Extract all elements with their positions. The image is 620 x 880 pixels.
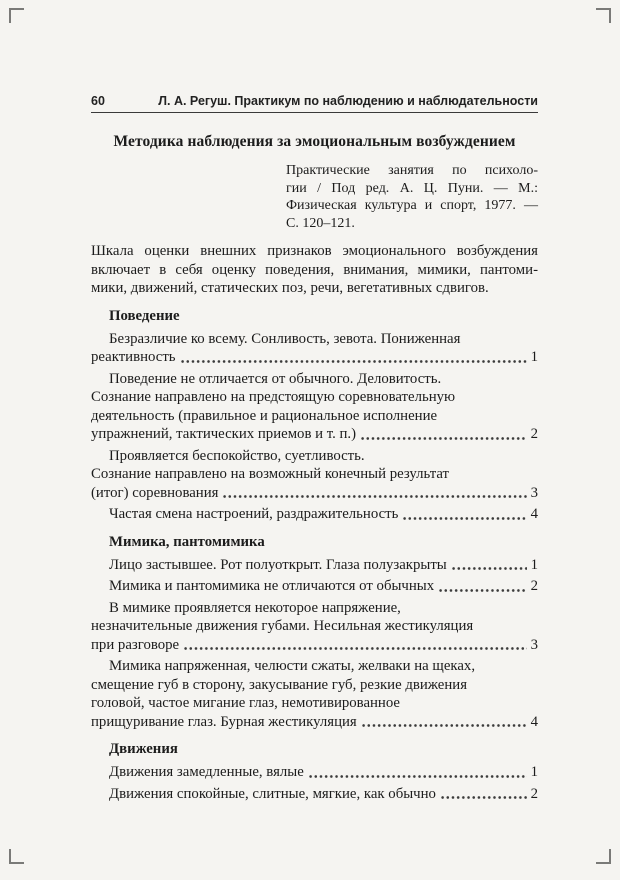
section-heading: Движения [109,741,178,757]
item-line: смещение губ в сторону, закусывание губ, резкие движения [91,676,468,693]
item-leader-line [91,785,538,804]
item-leader-line [91,556,538,575]
crop-mark-top-left [9,8,24,23]
leader-dots [309,774,527,779]
item-score: 2 [530,426,538,442]
item-score: 4 [530,713,538,730]
item-text: Лицо застывшее. Рот полуоткрыт. Глаза полузакрыты [109,556,447,573]
scale-item [91,785,538,804]
scale-item [91,763,538,782]
sections [91,308,538,804]
item-line: В мимике проявляется некоторое напряжение, [109,599,401,616]
citation-line: С. 120–121. [286,215,355,231]
leader-dots [403,516,526,521]
citation-line: Практические занятия по психоло- [286,163,538,178]
item-text: прищуривание глаз. Бурная жестикуляция [91,713,357,730]
leader-dots [223,494,526,499]
item-line: Сознание направлено на возможный конечный результат [91,466,450,482]
item-line: Сознание направлено на предстоящую соревновательную [91,389,456,405]
scale-section [91,308,538,524]
item-score: 1 [530,556,538,573]
scale-item [91,577,538,596]
scale-item [91,330,538,367]
item-text: Движения замедленные, вялые [109,764,304,780]
scale-section [91,534,538,732]
item-text: Мимика и пантомимика не отличаются от обычных [109,578,435,594]
section-heading: Поведение [109,307,180,324]
item-score: 3 [530,636,538,653]
scale-item [91,657,538,731]
item-line: Мимика напряженная, челюсти сжаты, желваки на щеках, [109,658,476,674]
item-leader-line [91,348,538,367]
item-score: 3 [530,484,538,501]
intro-paragraph [91,242,538,298]
page-number: 60 [91,94,105,108]
leader-dots [452,566,527,571]
item-line: Безразличие ко всему. Сонливость, зевота. Пониженная [109,330,461,347]
intro-line: Шкала оценки внешних признаков эмоционального возбуждения [91,243,538,259]
item-text: реактивность [91,349,176,365]
item-score: 1 [530,764,538,780]
intro-line: включает в себя оценку поведения, внимания, мимики, пантоми- [91,261,538,278]
leader-dots [439,588,526,593]
item-text: Движения спокойные, слитные, мягкие, как обычно [109,785,436,802]
item-line: деятельность (правильное и рациональное исполнение [91,407,438,424]
item-leader-line [91,577,538,596]
scale-section [91,741,538,803]
item-text: упражнений, тактических приемов и т. п.) [91,426,357,442]
page-header [91,94,538,113]
intro-line: мики, движений, статических поз, речи, вегетативных сдвигов. [91,280,489,296]
leader-dots [184,646,526,651]
leader-dots [181,359,527,364]
item-text: Частая смена настроений, раздражительность [109,506,399,522]
item-leader-line [91,425,538,444]
leader-dots [441,795,527,800]
item-leader-line [91,713,538,732]
leader-dots [362,723,527,728]
scale-item [91,505,538,524]
section-heading: Мимика, пантомимика [109,533,265,550]
item-line: головой, частое мигание глаз, немотивированное [91,695,401,711]
article-title: Методика наблюдения за эмоциональным возбуждением [113,133,516,150]
item-line: Поведение не отличается от обычного. Деловитость. [109,370,442,387]
item-score: 4 [530,506,538,522]
item-score: 1 [530,349,538,365]
scale-item [91,370,538,444]
item-leader-line [91,505,538,524]
item-line: Проявляется беспокойство, суетливость. [109,447,365,464]
item-text: (итог) соревнования [91,484,219,501]
citation-line: гии / Под ред. А. Ц. Пуни. — М.: [286,180,538,196]
scale-item [91,556,538,575]
item-score: 2 [530,785,538,802]
item-leader-line [91,763,538,782]
item-text: при разговоре [91,636,180,653]
scale-item [91,447,538,503]
item-score: 2 [530,578,538,594]
crop-mark-top-right [596,8,611,23]
leader-dots [361,436,527,441]
scale-item [91,599,538,655]
crop-mark-bottom-left [9,849,24,864]
item-leader-line [91,636,538,655]
item-line: незначительные движения губами. Несильная жестикуляция [91,618,474,634]
crop-mark-bottom-right [596,849,611,864]
item-leader-line [91,484,538,503]
book-page [91,94,538,806]
citation-block [286,162,538,232]
running-title: Л. А. Регуш. Практикум по наблюдению и наблюдательности [158,94,538,108]
citation-line: Физическая культура и спорт, 1977. — [286,198,538,213]
